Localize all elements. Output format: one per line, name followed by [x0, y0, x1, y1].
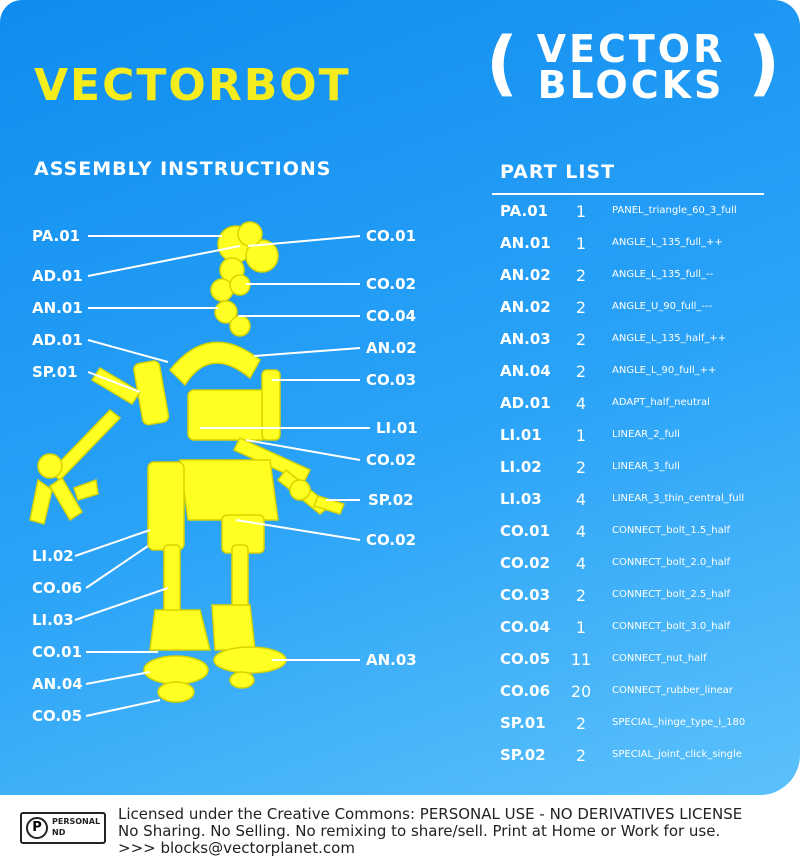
- callout-an-03: AN.03: [366, 651, 417, 669]
- part-qty: 4: [575, 394, 587, 413]
- callout-co-04: CO.04: [366, 307, 417, 325]
- part-name: CONNECT_bolt_1.5_half: [612, 525, 731, 536]
- license-badge: [20, 812, 106, 844]
- callout-co-01-r: CO.01: [366, 227, 417, 245]
- part-qty: 4: [575, 554, 587, 573]
- part-qty: 2: [575, 586, 587, 605]
- part-code: SP.02: [500, 746, 546, 764]
- part-qty: 2: [575, 266, 587, 285]
- part-row: [492, 676, 764, 708]
- part-code: AN.04: [500, 362, 551, 380]
- logo-line-1: VECTOR: [536, 27, 726, 71]
- part-row: [492, 612, 764, 644]
- callout-ad-01-b: AD.01: [32, 331, 83, 349]
- part-name: LINEAR_3_thin_central_full: [612, 493, 745, 504]
- part-name: ANGLE_L_135_half_++: [612, 333, 727, 344]
- logo-line-2: BLOCKS: [537, 63, 725, 107]
- callout-co-02-c: CO.02: [366, 531, 417, 549]
- part-name: CONNECT_bolt_2.0_half: [612, 557, 731, 568]
- part-row: [492, 740, 764, 772]
- robot-illustration: [30, 222, 344, 702]
- assembly-heading: ASSEMBLY INSTRUCTIONS: [34, 158, 332, 180]
- part-name: ANGLE_L_135_full_++: [612, 237, 723, 248]
- part-code: CO.03: [500, 586, 551, 604]
- badge-line-1: PERSONAL: [52, 817, 101, 826]
- part-row: [492, 452, 764, 484]
- part-code: AN.02: [500, 266, 551, 284]
- callout-co-03: CO.03: [366, 371, 417, 389]
- part-list: [492, 193, 764, 765]
- part-row: [492, 356, 764, 388]
- callout-sp-01: SP.01: [32, 363, 78, 381]
- part-name: CONNECT_bolt_2.5_half: [612, 589, 731, 600]
- part-qty: 11: [570, 650, 592, 669]
- part-row: [492, 324, 764, 356]
- license-email: >>> blocks@vectorplanet.com: [118, 839, 355, 857]
- part-code: AN.01: [500, 234, 551, 252]
- torso: [188, 390, 268, 440]
- part-qty: 1: [575, 618, 587, 637]
- part-list-heading: PART LIST: [500, 161, 616, 183]
- part-code: AN.03: [500, 330, 551, 348]
- part-qty: 1: [575, 202, 587, 221]
- part-name: SPECIAL_hinge_type_i_180: [612, 717, 746, 728]
- part-name: ANGLE_L_135_full_--: [612, 269, 714, 280]
- callout-co-02-a: CO.02: [366, 275, 417, 293]
- part-qty: 2: [575, 746, 587, 765]
- part-code: CO.04: [500, 618, 551, 636]
- callout-an-01: AN.01: [32, 299, 83, 317]
- left-foot: [144, 656, 208, 684]
- part-code: CO.01: [500, 522, 551, 540]
- page-title: VECTORBOT: [34, 60, 351, 111]
- part-code: LI.02: [500, 458, 542, 476]
- part-name: CONNECT_nut_half: [612, 653, 707, 664]
- callout-sp-02: SP.02: [368, 491, 414, 509]
- part-code: CO.06: [500, 682, 551, 700]
- part-name: PANEL_triangle_60_3_full: [612, 205, 737, 216]
- part-code: LI.03: [500, 490, 542, 508]
- callout-co-06: CO.06: [32, 579, 83, 597]
- license-line-2: No Sharing. No Selling. No remixing to share/sell. Print at Home or Work for use.: [118, 822, 721, 840]
- callout-co-02-b: CO.02: [366, 451, 417, 469]
- callout-co-05: CO.05: [32, 707, 83, 725]
- part-row: [492, 196, 764, 228]
- part-row: [492, 388, 764, 420]
- part-name: ANGLE_L_90_full_++: [612, 365, 717, 376]
- part-qty: 2: [575, 330, 587, 349]
- part-name: ANGLE_U_90_full_---: [612, 301, 713, 312]
- license-line-1: Licensed under the Creative Commons: PERSONAL USE - NO DERIVATIVES LICENSE: [118, 805, 743, 823]
- part-row: [492, 644, 764, 676]
- shoulder-arch: [170, 342, 260, 385]
- part-qty: 2: [575, 298, 587, 317]
- part-code: AN.02: [500, 298, 551, 316]
- part-name: CONNECT_rubber_linear: [612, 685, 733, 696]
- personal-use-icon: P: [26, 817, 48, 839]
- callout-li-03: LI.03: [32, 611, 74, 629]
- part-row: [492, 292, 764, 324]
- left-leg: [164, 545, 180, 615]
- callout-ad-01: AD.01: [32, 267, 83, 285]
- part-name: ADAPT_half_neutral: [612, 397, 710, 408]
- part-code: CO.02: [500, 554, 551, 572]
- part-qty: 20: [570, 682, 592, 701]
- part-qty: 2: [575, 714, 587, 733]
- callout-an-02: AN.02: [366, 339, 417, 357]
- callout-li-02: LI.02: [32, 547, 74, 565]
- part-code: PA.01: [500, 202, 549, 220]
- part-row: [492, 548, 764, 580]
- callout-pa-01: PA.01: [32, 227, 81, 245]
- hips: [180, 460, 278, 520]
- part-name: LINEAR_3_full: [612, 461, 680, 472]
- part-name: SPECIAL_joint_click_single: [612, 749, 742, 760]
- left-hip-block: [148, 462, 184, 550]
- part-row: [492, 708, 764, 740]
- callout-co-01: CO.01: [32, 643, 83, 661]
- part-qty: 2: [575, 362, 587, 381]
- badge-line-2: ND: [52, 828, 66, 837]
- part-code: LI.01: [500, 426, 542, 444]
- part-row: [492, 580, 764, 612]
- callout-an-04: AN.04: [32, 675, 83, 693]
- part-row: [492, 420, 764, 452]
- license-footer: [0, 800, 800, 857]
- part-qty: 2: [575, 458, 587, 477]
- part-qty: 1: [575, 234, 587, 253]
- part-code: SP.01: [500, 714, 546, 732]
- part-row: [492, 260, 764, 292]
- part-qty: 4: [575, 522, 587, 541]
- part-name: CONNECT_bolt_3.0_half: [612, 621, 731, 632]
- part-code: CO.05: [500, 650, 551, 668]
- callout-li-01: LI.01: [376, 419, 418, 437]
- part-row: [492, 228, 764, 260]
- part-name: LINEAR_2_full: [612, 429, 680, 440]
- vector-blocks-logo: ( VECTOR BLOCKS ): [486, 22, 780, 107]
- part-code: AD.01: [500, 394, 551, 412]
- part-qty: 1: [575, 426, 587, 445]
- part-row: [492, 516, 764, 548]
- part-qty: 4: [575, 490, 587, 509]
- part-row: [492, 484, 764, 516]
